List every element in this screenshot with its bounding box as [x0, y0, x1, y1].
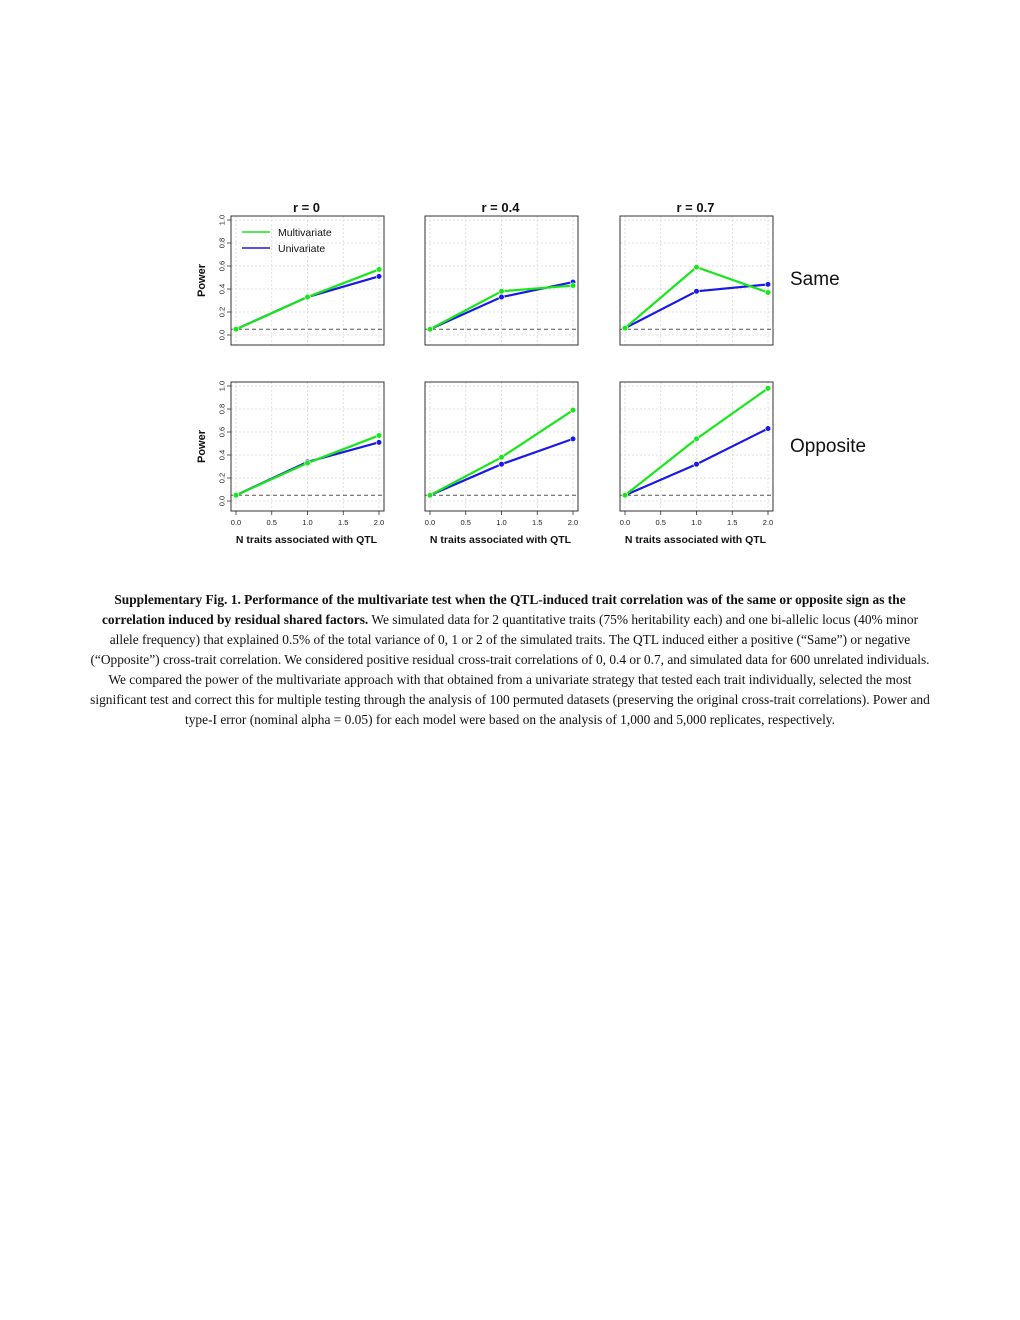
panel-opposite-1-xlabel: N traits associated with QTL: [235, 534, 378, 546]
panel-opposite-3-xtick-label: 1.0: [691, 518, 702, 527]
figure-caption: [90, 590, 930, 730]
panel-opposite-3-univariate-point: [765, 426, 771, 432]
panel-opposite-3-xtick-label: 0.0: [619, 518, 631, 527]
panel-same-3-univariate-point: [694, 289, 700, 295]
panel-opposite-3-univariate-point: [694, 461, 700, 467]
panel-same-1-ytick-label: 0.2: [217, 306, 227, 318]
panel-opposite-1-ytick-label: 0.0: [217, 495, 227, 507]
panel-opposite-2-xtick-label: 1.0: [496, 518, 507, 527]
panel-opposite-1-xtick-label: 1.0: [302, 518, 313, 527]
panel-same-1-ytick-label: 0.6: [217, 260, 227, 272]
panel-opposite-3-xtick-label: 2.0: [762, 518, 774, 527]
panel-opposite-1-ytick-label: 0.6: [217, 426, 227, 438]
panel-same-1-ytick-label: 0.4: [217, 283, 227, 295]
panel-opposite-1-xtick-label: 0.5: [266, 518, 277, 527]
panel-opposite-2-multivariate-point: [570, 407, 576, 413]
panel-title: r = 0.7: [676, 200, 715, 215]
panel-same-2-univariate-point: [499, 294, 505, 300]
panel-opposite-1-ytick-label: 0.8: [217, 403, 227, 415]
panel-same-1-multivariate-point: [233, 326, 239, 332]
panel-same-2-multivariate-point: [570, 283, 576, 289]
figure-panels: [0, 0, 1020, 580]
panel-same-1-ytick-label: 0.8: [217, 237, 227, 249]
row-label-opposite: Opposite: [790, 436, 867, 457]
panel-same-3-univariate-point: [765, 282, 771, 288]
panel-opposite-1-multivariate-point: [233, 492, 239, 498]
panel-same-3-multivariate-point: [622, 325, 628, 331]
panel-same-3-multivariate-point: [694, 264, 700, 270]
panel-same-3-multivariate-point: [765, 290, 771, 296]
panel-opposite-3-multivariate-point: [694, 436, 700, 442]
panel-opposite-1-xtick-label: 1.5: [338, 518, 349, 527]
panel-same-2-multivariate-point: [427, 326, 433, 332]
panel-title: r = 0.4: [481, 200, 520, 215]
panel-opposite-3-xtick-label: 1.5: [727, 518, 738, 527]
panel-opposite-2-xtick-label: 0.5: [460, 518, 471, 527]
panel-opposite-2-xlabel: N traits associated with QTL: [429, 534, 572, 546]
legend-multivariate-label: Multivariate: [278, 227, 332, 239]
panel-opposite-3-xtick-label: 0.5: [655, 518, 666, 527]
panel-opposite-1-ytick-label: 0.2: [217, 472, 227, 484]
panel-same-1-multivariate-point: [376, 267, 382, 273]
panel-same-2-multivariate-point: [499, 289, 505, 295]
panel-opposite-1-multivariate-point: [376, 433, 382, 439]
caption-bold: Supplementary Fig. 1. Performance of the multivariate test when the QTL-induced trait correlation was of the same or opposite sign as the correlation induced by residual shared factors.: [101, 592, 906, 627]
panel-opposite-2-xtick-label: 0.0: [424, 518, 436, 527]
panel-opposite-2-xtick-label: 1.5: [532, 518, 543, 527]
panel-opposite-1-univariate-point: [376, 440, 382, 446]
panel-same-1-multivariate-point: [305, 294, 311, 300]
panel-opposite-1-ylabel: Power: [196, 429, 208, 464]
panel-opposite-2-multivariate-point: [427, 492, 433, 498]
panel-opposite-2-univariate-point: [570, 436, 576, 442]
panel-opposite-1-xtick-label: 2.0: [373, 518, 385, 527]
panel-same-1-ytick-label: 1.0: [217, 214, 227, 226]
panel-opposite-3-multivariate-point: [765, 386, 771, 392]
panel-title: r = 0: [292, 200, 321, 215]
panel-opposite-2-univariate-point: [499, 461, 505, 467]
panel-opposite-1-ytick-label: 1.0: [217, 380, 227, 392]
panel-opposite-1-xtick-label: 0.0: [230, 518, 242, 527]
panel-opposite-1-ytick-label: 0.4: [217, 449, 227, 461]
panel-opposite-2-multivariate-point: [499, 455, 505, 461]
panel-same-1-univariate-point: [376, 274, 382, 280]
panel-opposite-2-xtick-label: 2.0: [567, 518, 579, 527]
row-label-same: Same: [790, 269, 840, 290]
panel-same-1-ytick-label: 0.0: [217, 329, 227, 341]
panel-same-1-ylabel: Power: [196, 263, 208, 298]
caption-text: We simulated data for 2 quantitative traits (75% heritability each) and one bi-allelic locus (40% minor allele frequency) that explained 0.5% of the total variance of 0, 1 or 2 of the simulated traits. The QTL induced either a positive (“Same”) or negative (“Opposite”) cross-trait correlation. We considered positive residual cross-trait correlations of 0, 0.4 or 0.7, and simulated data for 600 unrelated individuals. We compared the power of the multivariate approach with that obtained from a univariate strategy that tested each trait individually, selected the most significant test and correct this for multiple testing through the analysis of 100 permuted datasets (preserving the original cross-trait correlations). Power and type-I error (nominal alpha = 0.05) for each model were based on the analysis of 1,000 and 5,000 replicates, respectively.: [90, 612, 930, 727]
panel-opposite-1-multivariate-point: [305, 460, 311, 466]
legend-univariate-label: Univariate: [278, 243, 326, 255]
panel-opposite-3-xlabel: N traits associated with QTL: [624, 534, 767, 546]
panel-opposite-3-multivariate-point: [622, 492, 628, 498]
